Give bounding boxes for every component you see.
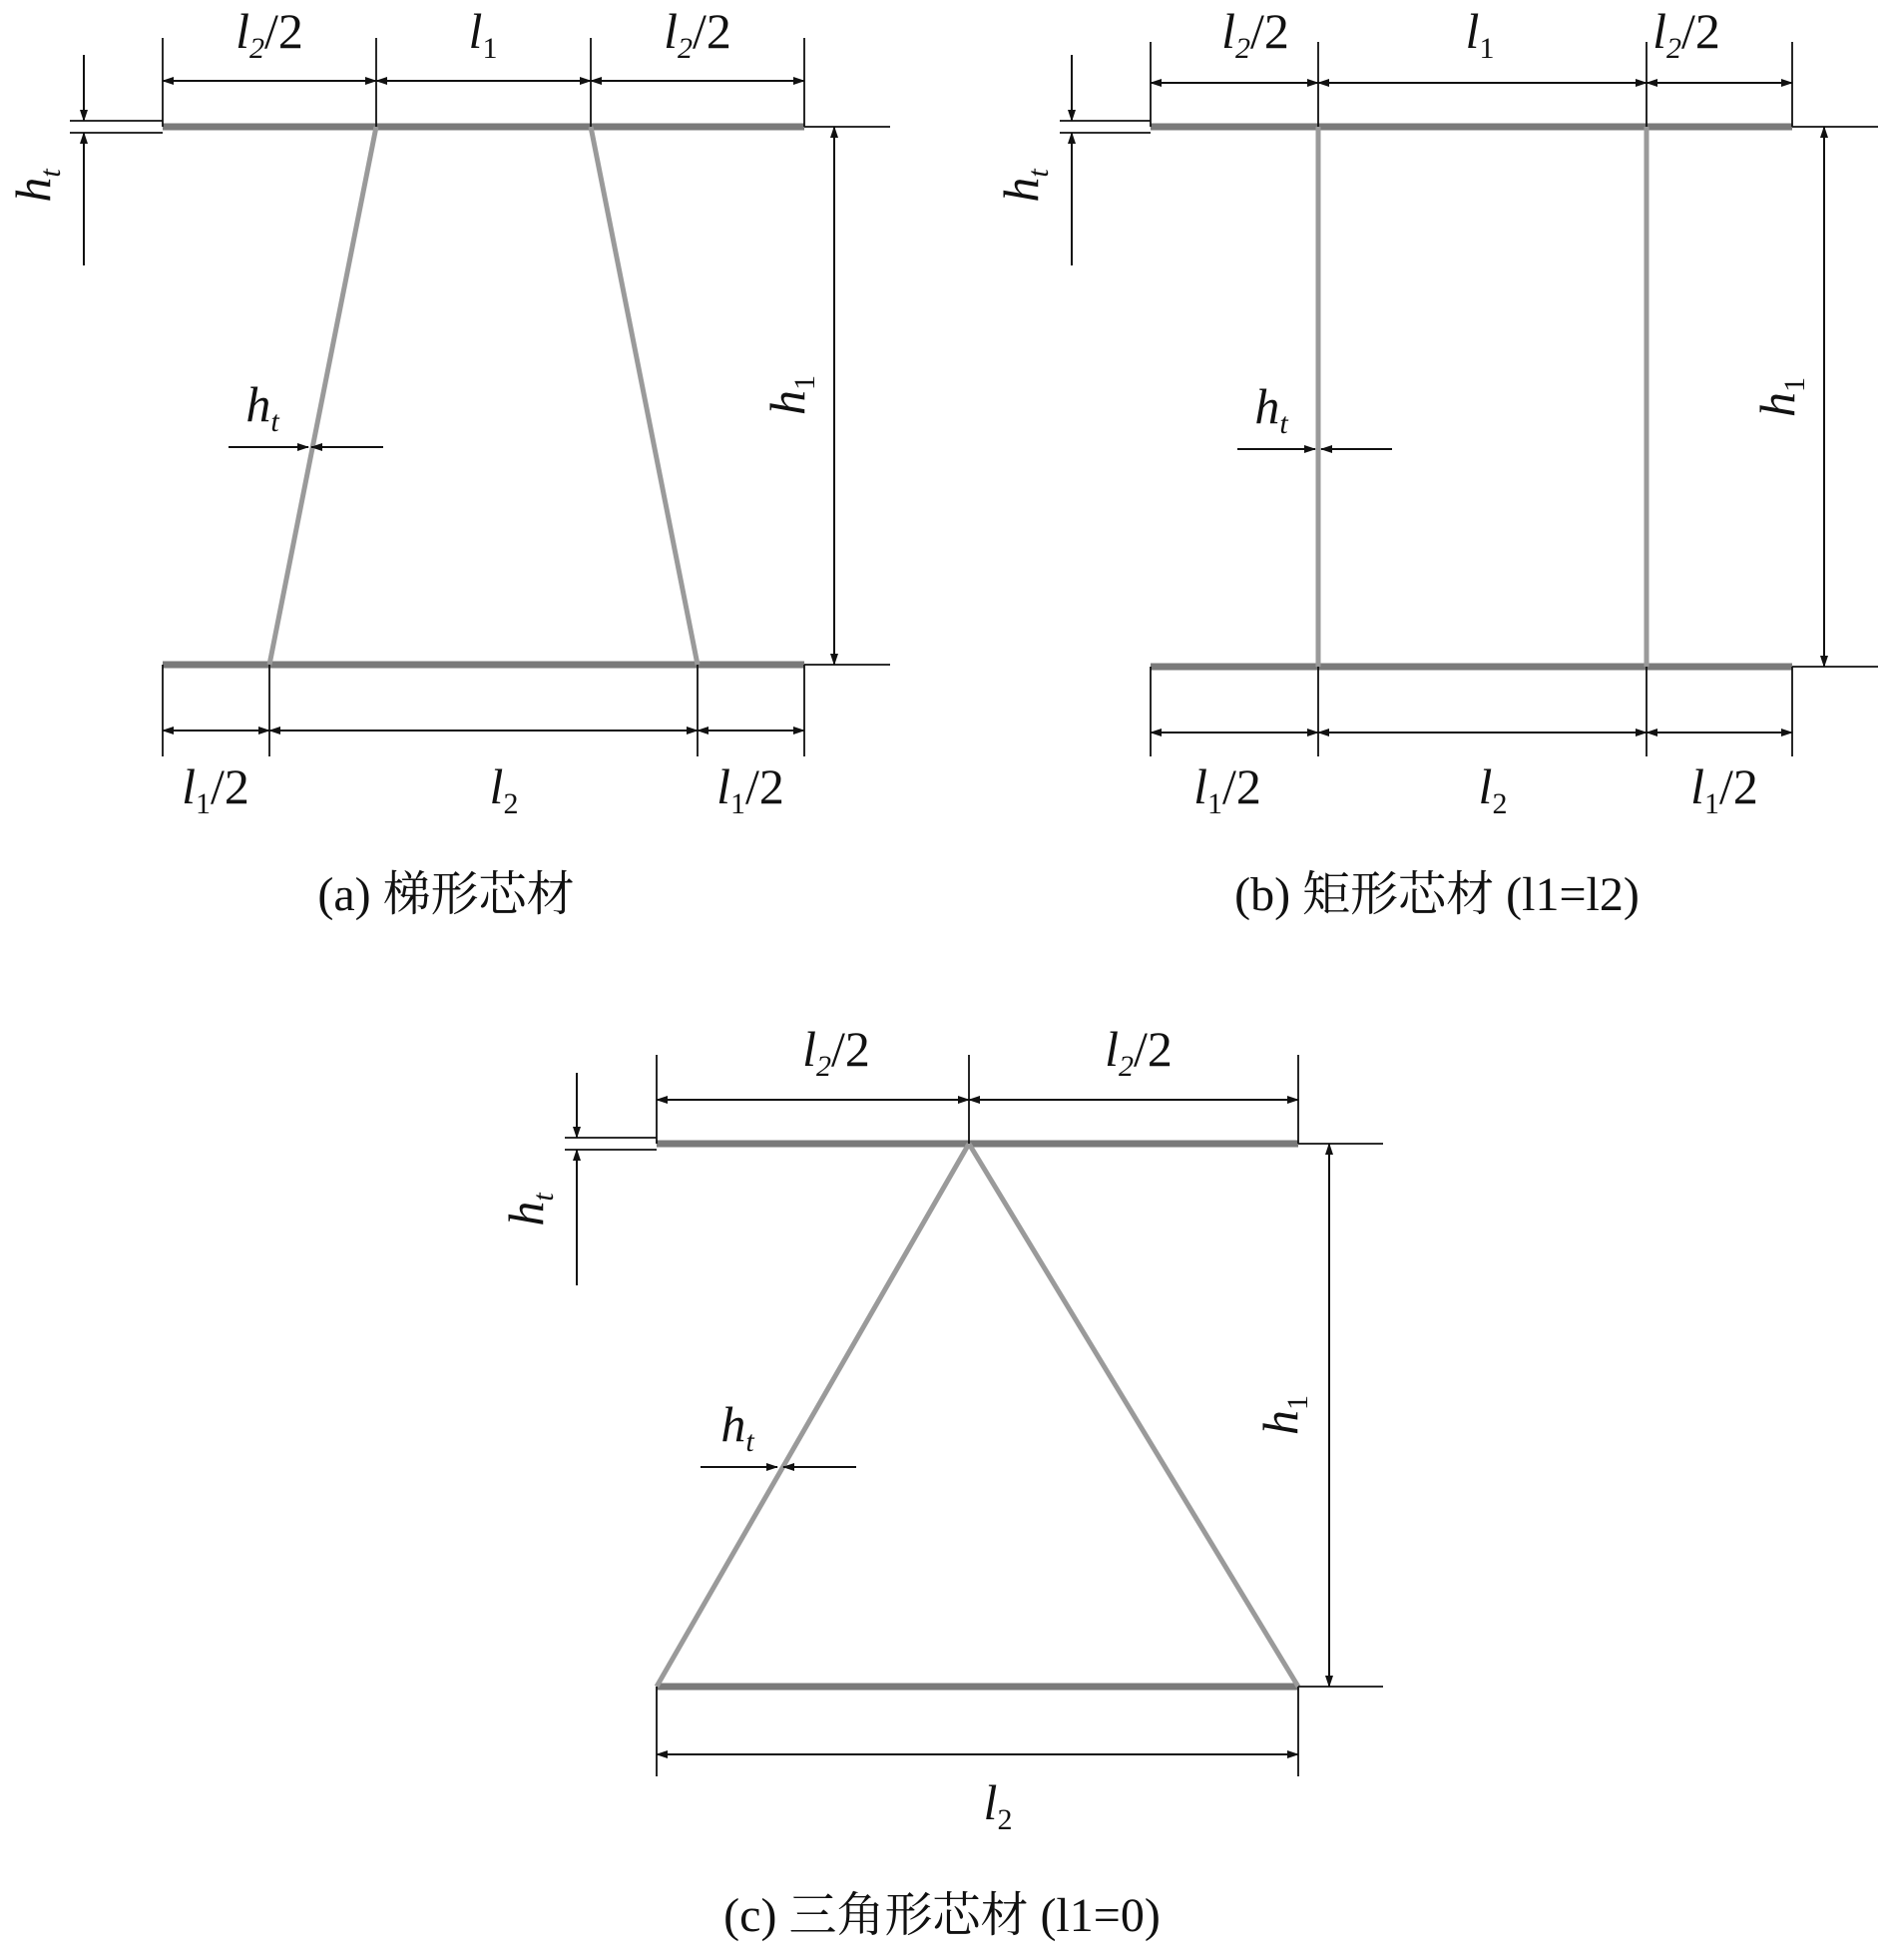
label-l2: $l_2$ [489,758,519,820]
label-l1-half: $l_1/2$ [182,758,249,820]
right-web [969,1144,1298,1687]
label-l2-half: $l_2/2$ [802,1021,870,1083]
label-l2: $l_2$ [1478,758,1508,820]
label-l1: $l_1$ [1465,3,1495,65]
label-l2-half: $l_2/2$ [1652,3,1720,65]
caption-a: (a) 梯形芯材 [317,868,575,921]
label-ht: $h_t$ [993,169,1055,203]
label-l1-half: $l_1/2$ [1193,758,1261,820]
label-ht: $h_t$ [245,376,279,438]
panel-c-triangle [498,1021,1383,1942]
label-l2: $l_2$ [983,1774,1013,1836]
label-h1: $h_1$ [1749,377,1811,417]
left-web [269,127,376,665]
label-l1-half: $l_1/2$ [716,758,784,820]
label-h1: $h_1$ [1252,1395,1314,1435]
label-l1: $l_1$ [468,3,498,65]
label-h1: $h_1$ [759,375,821,415]
left-web [657,1144,969,1687]
label-ht: $h_t$ [498,1193,560,1226]
label-ht: $h_t$ [720,1396,754,1458]
label-ht: $h_t$ [1254,378,1288,440]
label-l2-half: $l_2/2$ [1221,3,1289,65]
label-l2-half: $l_2/2$ [236,3,303,65]
caption-c: (c) 三角形芯材 (l1=0) [723,1889,1161,1942]
label-l2-half: $l_2/2$ [1105,1021,1173,1083]
panel-b-rectangle [993,3,1878,921]
right-web [591,127,698,665]
label-ht: $h_t$ [5,169,67,203]
label-l2-half: $l_2/2$ [664,3,731,65]
panel-a-trapezoid [5,3,890,921]
caption-b: (b) 矩形芯材 (l1=l2) [1234,868,1640,921]
label-l1-half: $l_1/2$ [1690,758,1758,820]
